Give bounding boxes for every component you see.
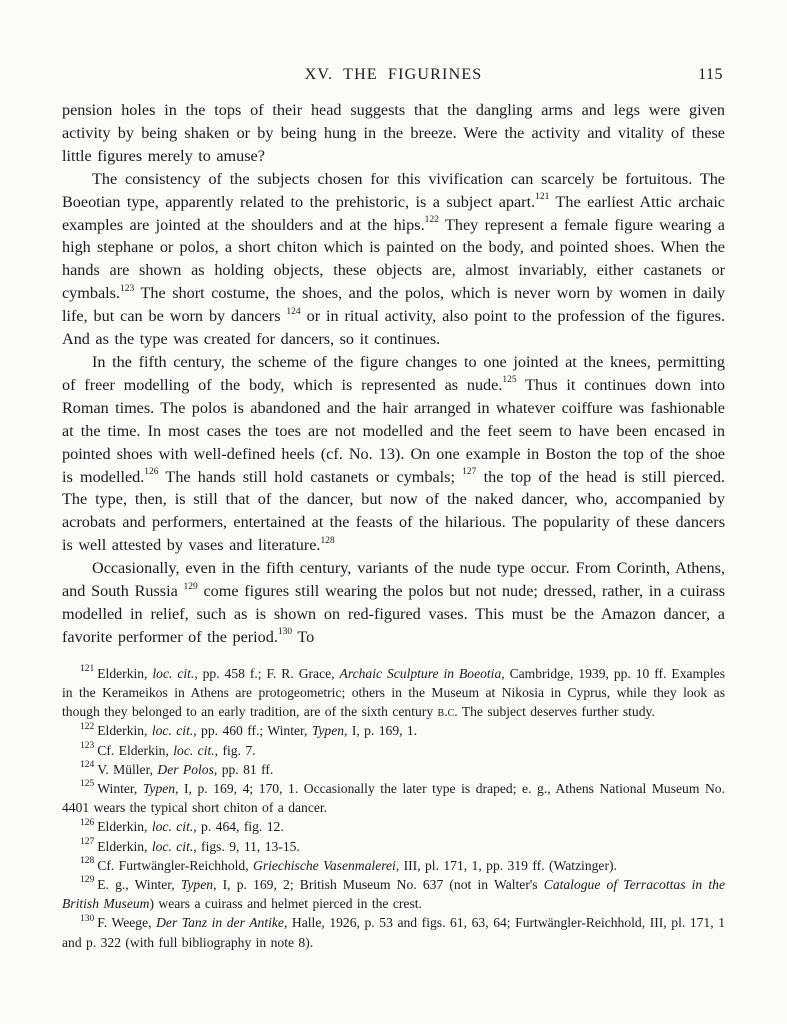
footnote-marker: 127 — [80, 837, 95, 848]
smallcaps-text: b.c. — [437, 704, 458, 720]
footnotes — [62, 664, 725, 952]
footnote — [62, 741, 725, 760]
text-run: , pp. 81 ff. — [213, 761, 274, 777]
footnote-ref: 121 — [535, 192, 550, 203]
text-run: ) wears a cuirass and helmet pierced in the crest. — [149, 896, 422, 912]
italic-text: Typen — [180, 876, 214, 892]
footnote — [62, 760, 725, 779]
text-run: The earliest Attic archaic examples are jointed at the shoulders and at the hips. — [62, 192, 725, 234]
text-run: , I, p. 169, 1. — [344, 723, 418, 739]
paragraph — [62, 99, 725, 168]
text-run: , I, p. 169, 2; British Museum No. 637 (not in Walter's — [213, 876, 544, 892]
footnote-ref: 124 — [286, 306, 301, 317]
body-text — [62, 99, 725, 649]
footnote-ref: 122 — [424, 215, 439, 226]
page-number: 115 — [698, 66, 723, 83]
footnote-marker: 129 — [80, 875, 95, 886]
text-run: , Cambridge, 1939, pp. 10 ff. Examples in the Kerameikos in Athens are protogeometric; others in the Museum at Nikosia in Cyprus, while they look as though they belonged to an early tradition, are of the sixth century — [62, 665, 726, 720]
text-run: Winter, — [97, 780, 143, 796]
footnote — [62, 875, 725, 913]
text-run: Elderkin, — [97, 838, 152, 854]
footnote-marker: 122 — [80, 721, 95, 732]
italic-text: Der Polos — [157, 761, 214, 777]
footnote — [62, 837, 725, 856]
text-run: The hands still hold castanets or cymbals; — [158, 467, 463, 486]
italic-text: loc. cit. — [151, 819, 194, 835]
footnote — [62, 817, 725, 836]
text-run: , III, pl. 171, 1, pp. 319 ff. (Watzinger). — [395, 857, 617, 873]
text-run: , fig. 7. — [214, 742, 256, 758]
text-run: Elderkin, — [97, 723, 152, 739]
italic-text: loc. cit. — [152, 665, 195, 681]
footnote-marker: 125 — [80, 779, 95, 790]
text-run: come figures still wearing the polos but not nude; dressed, rather, in a cuirass modelled in relief, such as is shown on red-figured vases. This must be the Amazon dancer, a favorite performer of the period. — [62, 582, 726, 646]
text-run: E. g., Winter, — [97, 876, 181, 892]
italic-text: Archaic Sculpture in Boeotia — [339, 665, 502, 681]
text-run: Occasionally, even in the fifth century, variants of the nude type occur. From Corinth, Athens, and South Russia — [62, 559, 725, 601]
text-run: To — [292, 627, 315, 646]
text-run: or in ritual activity, also point to the profession of the figures. And as the type was created for dancers, so it continues. — [62, 307, 725, 349]
text-run: , pp. 460 ff.; Winter, — [193, 723, 312, 739]
running-header — [62, 66, 725, 84]
footnote-marker: 121 — [80, 664, 95, 675]
footnote-marker: 124 — [80, 760, 95, 771]
footnote-ref: 129 — [183, 581, 198, 592]
footnote — [62, 721, 725, 740]
footnote — [62, 664, 725, 722]
text-run: pension holes in the tops of their head suggests that the dangling arms and legs were given activity by being shaken or by being hung in the breeze. Were the activity and vitality of these little figures merely to amuse? — [62, 101, 725, 165]
text-run: Elderkin, — [97, 819, 152, 835]
italic-text: Griechische Vasenmalerei — [253, 857, 396, 873]
text-run: V. Müller, — [97, 761, 158, 777]
footnote-marker: 126 — [80, 817, 95, 828]
section-title: XV. THE FIGURINES — [304, 66, 483, 83]
italic-text: Typen — [142, 780, 176, 796]
italic-text: loc. cit. — [151, 723, 194, 739]
footnote-ref: 123 — [120, 283, 135, 294]
italic-text: loc. cit. — [173, 742, 215, 758]
footnote-ref: 130 — [277, 627, 293, 638]
paragraph — [62, 557, 725, 649]
text-run: The subject deserves further study. — [457, 704, 655, 720]
footnote-marker: 123 — [80, 741, 95, 752]
text-run: Elderkin, — [97, 665, 153, 681]
text-run: Cf. Furtwängler-Reichhold, — [97, 857, 254, 873]
text-run: , p. 464, fig. 12. — [193, 819, 284, 835]
text-run: They represent a female figure wearing a high stephane or polos, a short chiton which is painted on the body, and pointed shoes. When the hands are shown as holding objects, these objects are, almost invariably, either castanets or cymbals. — [62, 215, 725, 303]
footnote-ref: 128 — [320, 535, 335, 546]
text-run: The short costume, the shoes, and the polos, which is never worn by women in daily life, but can be worn by dancers — [62, 284, 725, 326]
footnote-marker: 128 — [80, 856, 95, 867]
italic-text: Typen — [311, 723, 345, 739]
text-run: Thus it continues down into Roman times. The polos is abandoned and the hair arranged in whatever coiffure was fashionable at the time. In most cases the toes are not modelled and the feet seem to have been encased in pointed shoes with well-defined heels (cf. No. 13). On one example in Boston the top of the shoe is modelled. — [62, 375, 725, 486]
footnote-marker: 130 — [80, 913, 95, 924]
footnote-ref: 126 — [144, 467, 159, 478]
footnote — [62, 779, 725, 817]
footnote-ref: 127 — [462, 467, 477, 478]
paragraph — [62, 351, 725, 557]
italic-text: loc. cit. — [151, 838, 194, 854]
text-run: , I, p. 169, 4; 170, 1. Occasionally the later type is draped; e. g., Athens National Museum No. 4401 wears the typical short chiton of a dancer. — [62, 780, 725, 816]
text-run: Cf. Elderkin, — [97, 742, 174, 758]
text-run: , Halle, 1926, p. 53 and figs. 61, 63, 64; Furtwängler-Reichhold, III, pl. 171, 1 and p. 322 (with full bibliography in note 8). — [62, 915, 725, 950]
footnote — [62, 913, 725, 951]
footnote-ref: 125 — [502, 375, 517, 386]
italic-text: Catalogue of Terracottas in the British Museum — [62, 876, 725, 912]
text-run: , figs. 9, 11, 13-15. — [193, 838, 300, 854]
text-run: the top of the head is still pierced. The type, then, is still that of the dancer, but now of the naked dancer, who, accompanied by acrobats and performers, entertained at the feasts of the hilarious. The popularity of these dancers is well attested by vases and literature. — [62, 467, 725, 555]
text-run: The consistency of the subjects chosen for this vivification can scarcely be fortuitous. The Boeotian type, apparently related to the prehistoric, is a subject apart. — [62, 169, 725, 211]
text-run: F. Weege, — [97, 915, 157, 931]
italic-text: Der Tanz in der Antike — [156, 915, 284, 931]
footnote — [62, 856, 725, 875]
text-run: In the fifth century, the scheme of the figure changes to one jointed at the knees, permitting of freer modelling of the body, which is represented as nude. — [62, 352, 725, 394]
paragraph — [62, 168, 725, 351]
text-run: , pp. 458 f.; F. R. Grace, — [194, 665, 340, 681]
